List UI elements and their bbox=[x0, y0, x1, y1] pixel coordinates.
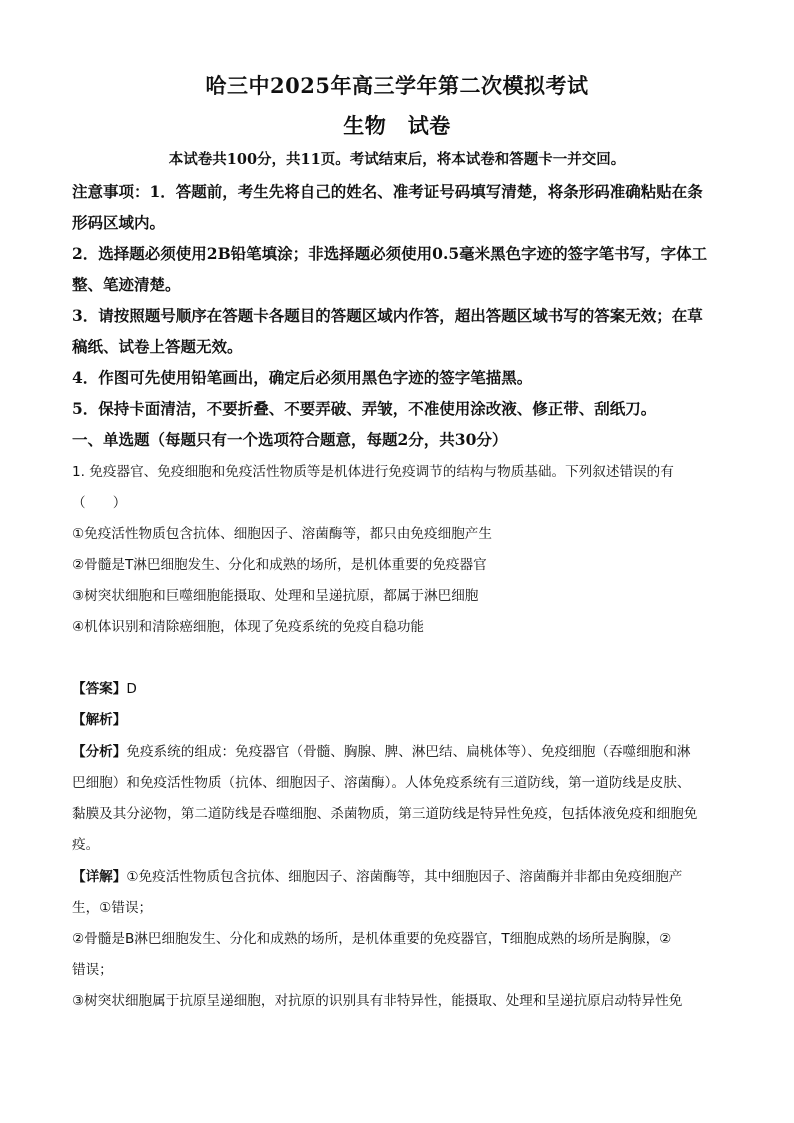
statement-2: ②骨髓是T淋巴细胞发生、分化和成熟的场所，是机体重要的免疫器官 bbox=[72, 557, 487, 573]
fenxi-line-1 bbox=[72, 742, 724, 762]
exam-intro: 本试卷共100分，共11页。考试结束后，将本试卷和答题卡一并交回。 bbox=[168, 151, 626, 168]
analysis-label: 【解析】 bbox=[72, 712, 127, 728]
note-5: 5．保持卡面清洁，不要折叠、不要弄破、弄皱，不准使用涂改液、修正带、刮纸刀。 bbox=[72, 399, 657, 418]
answer-line bbox=[72, 679, 724, 699]
note-1-line-2: 形码区域内。 bbox=[72, 213, 166, 232]
note-2-line-1: 2．选择题必须使用2B铅笔填涂；非选择题必须使用0.5毫米黑色字迹的签字笔书写，字体工 bbox=[72, 244, 708, 263]
answer-value: D bbox=[126, 681, 137, 697]
xiangjie-line-1 bbox=[72, 867, 724, 887]
exam-title: 哈三中2025年高三学年第二次模拟考试 bbox=[205, 73, 589, 98]
xiangjie-text-1: ①免疫活性物质包含抗体、细胞因子、溶菌酶等，其中细胞因子、溶菌酶并非都由免疫细胞产 bbox=[126, 869, 683, 885]
exam-subtitle: 生物 试卷 bbox=[343, 113, 451, 138]
note-3-line-1: 3．请按照题号顺序在答题卡各题目的答题区域内作答，超出答题区域书写的答案无效；在草 bbox=[72, 306, 703, 325]
statement-1: ①免疫活性物质包含抗体、细胞因子、溶菌酶等，都只由免疫细胞产生 bbox=[72, 526, 492, 542]
xiangjie-line-3: ②骨髓是B淋巴细胞发生、分化和成熟的场所，是机体重要的免疫器官，T细胞成熟的场所是胸腺，② bbox=[72, 931, 672, 947]
fenxi-line-4: 疫。 bbox=[72, 837, 100, 853]
note-1-line-1: 注意事项：1．答题前，考生先将自己的姓名、准考证号码填写清楚，将条形码准确粘贴在条 bbox=[72, 182, 703, 201]
statement-3: ③树突状细胞和巨噬细胞能摄取、处理和呈递抗原，都属于淋巴细胞 bbox=[72, 588, 479, 604]
fenxi-line-2: 巴细胞）和免疫活性物质（抗体、细胞因子、溶菌酶）。人体免疫系统有三道防线，第一道防线是皮肤、 bbox=[72, 775, 691, 791]
xiangjie-line-2: 生，①错误； bbox=[72, 900, 153, 916]
fenxi-line-3: 黏膜及其分泌物，第二道防线是吞噬细胞、杀菌物质，第三道防线是特异性免疫，包括体液免疫和细胞免 bbox=[72, 806, 698, 822]
note-3-line-2: 稿纸、试卷上答题无效。 bbox=[72, 337, 243, 356]
question-stem-line-2: （ ） bbox=[72, 495, 127, 511]
xiangjie-line-4: 错误； bbox=[72, 962, 113, 978]
fenxi-text-1: 免疫系统的组成：免疫器官（骨髓、胸腺、脾、淋巴结、扁桃体等）、免疫细胞（吞噬细胞和淋 bbox=[126, 744, 691, 760]
note-2-line-2: 整、笔迹清楚。 bbox=[72, 275, 181, 294]
analysis-label-line bbox=[72, 710, 724, 730]
question-stem-line-1: 1. 免疫器官、免疫细胞和免疫活性物质等是机体进行免疫调节的结构与物质基础。下列叙述错误的有 bbox=[72, 464, 674, 480]
fenxi-label: 【分析】 bbox=[72, 744, 127, 760]
statement-4: ④机体识别和清除癌细胞，体现了免疫系统的免疫自稳功能 bbox=[72, 619, 425, 635]
note-4: 4．作图可先使用铅笔画出，确定后必须用黑色字迹的签字笔描黑。 bbox=[72, 368, 533, 387]
answer-label: 【答案】 bbox=[72, 681, 127, 697]
xiangjie-label: 【详解】 bbox=[72, 869, 127, 885]
xiangjie-line-5: ③树突状细胞属于抗原呈递细胞，对抗原的识别具有非特异性，能摄取、处理和呈递抗原启动特异性免 bbox=[72, 993, 683, 1009]
section-heading: 一、单选题（每题只有一个选项符合题意，每题2分，共30分） bbox=[72, 430, 508, 449]
